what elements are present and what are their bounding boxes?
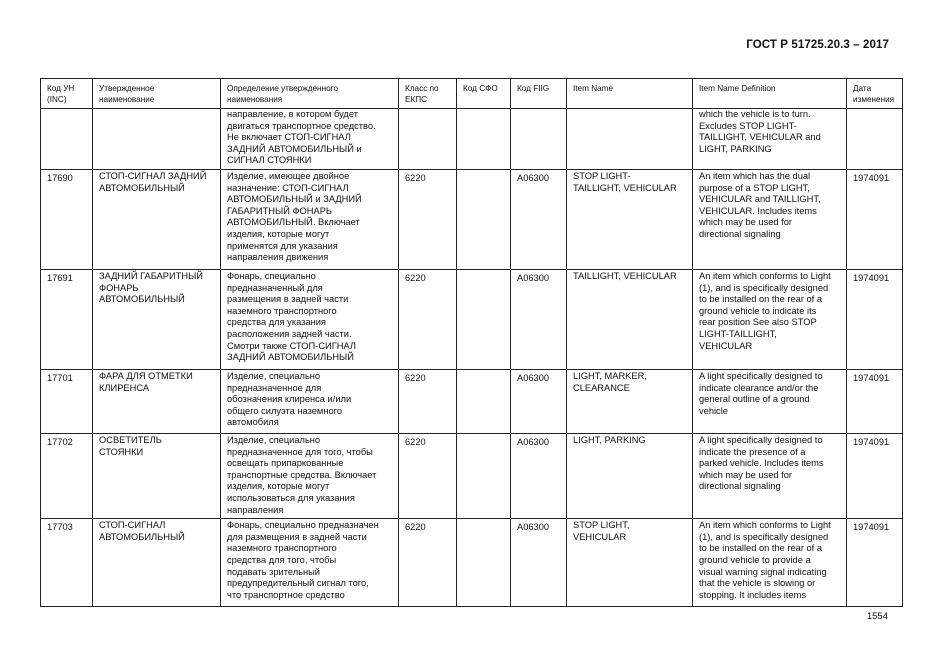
cell-sfo-code [457, 369, 511, 433]
cell-item-name-definition: which the vehicle is to turn. Excludes STOP LIGHT- TAILLIGHT, VEHICULAR and LIGHT, PARKING [693, 109, 847, 170]
table-row [41, 269, 903, 369]
column-header-sfo-code: Код СФО [457, 79, 511, 109]
cell-definition: Фонарь, специально предназначен для размещения в задней части наземного транспортного средства для того, чтобы подавать зрительный предупредительный сигнал того, что транспортное средство [221, 519, 399, 607]
cell-item-name-definition: An item which has the dual purpose of a STOP LIGHT, VEHICULAR and TAILLIGHT, VEHICULAR. Includes items which may be used for directional signaling [693, 169, 847, 269]
cell-ekps-class: 6220 [399, 169, 457, 269]
cell-fiig-code: A06300 [511, 519, 567, 607]
cell-item-name: LIGHT, PARKING [567, 433, 693, 518]
cell-inc: 17701 [41, 369, 93, 433]
table-row [41, 109, 903, 170]
cell-approved-name: СТОП-СИГНАЛ ЗАДНИЙ АВТОМОБИЛЬНЫЙ [93, 169, 221, 269]
column-header-fiig-code: Код FIIG [511, 79, 567, 109]
cell-fiig-code: A06300 [511, 169, 567, 269]
cell-ekps-class: 6220 [399, 369, 457, 433]
cell-change-date: 1974091 [847, 269, 903, 369]
cell-item-name-definition: A light specifically designed to indicate the presence of a parked vehicle. Includes items which may be used for directional signaling [693, 433, 847, 518]
cell-change-date: 1974091 [847, 519, 903, 607]
cell-sfo-code [457, 109, 511, 170]
column-header-definition: Определение утвержденного наименования [221, 79, 399, 109]
cell-inc: 17690 [41, 169, 93, 269]
cell-inc [41, 109, 93, 170]
cell-inc: 17703 [41, 519, 93, 607]
cell-item-name: STOP LIGHT- TAILLIGHT, VEHICULAR [567, 169, 693, 269]
cell-fiig-code: A06300 [511, 433, 567, 518]
column-header-ekps-class: Класс по ЕКПС [399, 79, 457, 109]
cell-sfo-code [457, 519, 511, 607]
table-row [41, 369, 903, 433]
page-number: 1554 [866, 611, 888, 622]
cell-item-name [567, 109, 693, 170]
column-header-item-name-definition: Item Name Definition [693, 79, 847, 109]
table-header-row [41, 79, 903, 109]
cell-approved-name: ФАРА ДЛЯ ОТМЕТКИ КЛИРЕНСА [93, 369, 221, 433]
cell-change-date: 1974091 [847, 433, 903, 518]
cell-ekps-class: 6220 [399, 433, 457, 518]
cell-fiig-code: A06300 [511, 369, 567, 433]
cell-definition: Изделие, специально предназначенное для обозначения клиренса и/или общего силуэта наземного автомобиля [221, 369, 399, 433]
document-code: ГОСТ Р 51725.20.3 – 2017 [746, 39, 889, 51]
cell-change-date: 1974091 [847, 369, 903, 433]
cell-item-name-definition: An item which conforms to Light (1), and is specifically designed to be installed on the rear of a ground vehicle to indicate its rear position See also STOP LIGHT-TAILLIGHT, VEHICULAR [693, 269, 847, 369]
cell-item-name-definition: An item which conforms to Light (1), and is specifically designed to be installed on the rear of a ground vehicle to provide a visual warning signal indicating that the vehicle is slowing or stopping. It includes items [693, 519, 847, 607]
column-header-item-name: Item Name [567, 79, 693, 109]
cell-sfo-code [457, 269, 511, 369]
catalog-table [40, 78, 903, 607]
cell-fiig-code: A06300 [511, 269, 567, 369]
cell-definition: Фонарь, специально предназначенный для размещения в задней части наземного транспортного средства для указания расположения задней части. Смотри также СТОП-СИГНАЛ ЗАДНИЙ АВТОМОБИЛЬНЫЙ [221, 269, 399, 369]
cell-ekps-class: 6220 [399, 269, 457, 369]
cell-definition: Изделие, специально предназначенное для того, чтобы освещать припаркованные транспортные средства. Включает изделия, которые могут использоваться для указания направления [221, 433, 399, 518]
cell-fiig-code [511, 109, 567, 170]
cell-inc: 17702 [41, 433, 93, 518]
column-header-change-date: Дата изменения [847, 79, 903, 109]
cell-sfo-code [457, 433, 511, 518]
table-row [41, 519, 903, 607]
column-header-approved-name: Утвержденное наименование [93, 79, 221, 109]
cell-change-date [847, 109, 903, 170]
cell-change-date: 1974091 [847, 169, 903, 269]
cell-approved-name: ОСВЕТИТЕЛЬ СТОЯНКИ [93, 433, 221, 518]
table-row [41, 169, 903, 269]
cell-item-name-definition: A light specifically designed to indicate clearance and/or the general outline of a ground vehicle [693, 369, 847, 433]
cell-definition: направление, в котором будет двигаться транспортное средство. Не включает СТОП-СИГНАЛ ЗАДНИЙ АВТОМОБИЛЬНЫЙ и СИГНАЛ СТОЯНКИ [221, 109, 399, 170]
cell-approved-name [93, 109, 221, 170]
table-row [41, 433, 903, 518]
cell-ekps-class [399, 109, 457, 170]
cell-approved-name: ЗАДНИЙ ГАБАРИТНЫЙ ФОНАРЬ АВТОМОБИЛЬНЫЙ [93, 269, 221, 369]
column-header-inc: Код УН (INC) [41, 79, 93, 109]
cell-ekps-class: 6220 [399, 519, 457, 607]
cell-sfo-code [457, 169, 511, 269]
cell-definition: Изделие, имеющее двойное назначение: СТОП-СИГНАЛ АВТОМОБИЛЬНЫЙ и ЗАДНИЙ ГАБАРИТНЫЙ ФОНАРЬ АВТОМОБИЛЬНЫЙ. Включает изделия, которые могут применятся для указания направления движения [221, 169, 399, 269]
cell-item-name: LIGHT, MARKER, CLEARANCE [567, 369, 693, 433]
cell-approved-name: СТОП-СИГНАЛ АВТОМОБИЛЬНЫЙ [93, 519, 221, 607]
cell-item-name: STOP LIGHT, VEHICULAR [567, 519, 693, 607]
cell-inc: 17691 [41, 269, 93, 369]
cell-item-name: TAILLIGHT, VEHICULAR [567, 269, 693, 369]
